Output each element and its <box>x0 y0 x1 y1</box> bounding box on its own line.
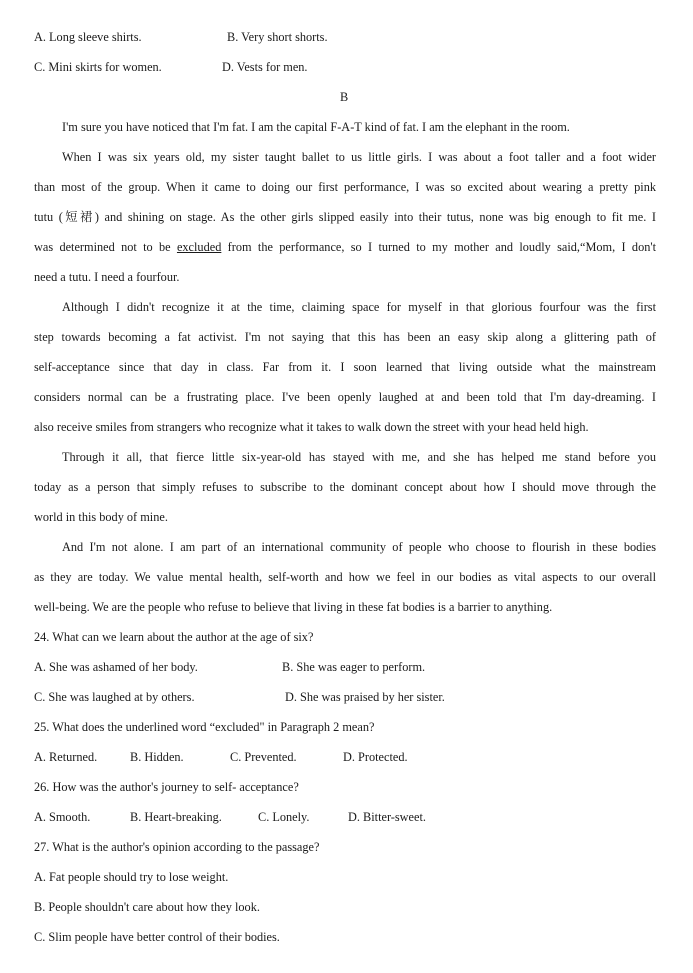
option-b: B. Very short shorts. <box>227 30 328 44</box>
question-26-option-b: B. Heart-breaking. <box>130 810 222 824</box>
paragraph-3-line: considers normal can be a frustrating place. I've been openly laughed at and been told that I'm day-dreaming. I <box>34 390 656 404</box>
question-25-option-a: A. Returned. <box>34 750 98 764</box>
question-25-option-d: D. Protected. <box>343 750 408 764</box>
paragraph-4-line: world in this body of mine. <box>34 510 168 524</box>
option-d: D. Vests for men. <box>222 60 308 74</box>
question-25-stem: 25. What does the underlined word “excluded" in Paragraph 2 mean? <box>34 720 375 734</box>
paragraph-2-line: tutu (短裙) and shining on stage. As the other girls slipped easily into their tutus, none was big enough to fit me. I <box>34 210 656 224</box>
text-segment: was determined not to be <box>34 240 171 254</box>
question-26-option-c: C. Lonely. <box>258 810 310 824</box>
paragraph-5-line: And I'm not alone. I am part of an international community of people who choose to flourish in these bodies <box>62 540 656 554</box>
underlined-word: excluded <box>176 240 222 254</box>
question-27-option-a: A. Fat people should try to lose weight. <box>34 870 229 884</box>
question-26-stem: 26. How was the author's journey to self- acceptance? <box>34 780 299 794</box>
paragraph-4-line: today as a person that simply refuses to subscribe to the dominant concept about how I should move through the <box>34 480 656 494</box>
question-27-option-b: B. People shouldn't care about how they look. <box>34 900 260 914</box>
question-27-stem: 27. What is the author's opinion according to the passage? <box>34 840 320 854</box>
paragraph-3-line: also receive smiles from strangers who recognize what it takes to walk down the street with your head held high. <box>34 420 589 434</box>
option-a: A. Long sleeve shirts. <box>34 30 142 44</box>
text-segment: from the performance, so I turned to my mother and loudly said,“Mom, I don't <box>227 240 656 254</box>
paragraph-3-line: step towards becoming a fat activist. I'm not saying that this has been an easy skip along a glittering path of <box>34 330 656 344</box>
paragraph-2-line: need a tutu. I need a fourfour. <box>34 270 180 284</box>
question-24-stem: 24. What can we learn about the author at the age of six? <box>34 630 314 644</box>
option-c: C. Mini skirts for women. <box>34 60 162 74</box>
question-25-option-c: C. Prevented. <box>230 750 297 764</box>
paragraph-2-line: than most of the group. When it came to doing our first performance, I was so excited about wearing a pretty pink <box>34 180 656 194</box>
paragraph-5-line: well-being. We are the people who refuse to believe that living in these fat bodies is a barrier to anything. <box>34 600 553 614</box>
paragraph-3-line: Although I didn't recognize it at the time, claiming space for myself in that glorious fourfour was the first <box>62 300 656 314</box>
question-24-option-c: C. She was laughed at by others. <box>34 690 195 704</box>
question-27-option-c: C. Slim people have better control of their bodies. <box>34 930 280 944</box>
paragraph-2-line <box>34 239 656 255</box>
question-26-option-d: D. Bitter-sweet. <box>348 810 426 824</box>
paragraph-5-line: as they are today. We value mental health, self-worth and how we feel in our bodies as vital aspects to our overall <box>34 570 656 584</box>
paragraph-3-line: self-acceptance since that day in class. Far from it. I soon learned that living outside what the mainstream <box>34 360 656 374</box>
question-26-option-a: A. Smooth. <box>34 810 91 824</box>
paragraph-1: I'm sure you have noticed that I'm fat. I am the capital F-A-T kind of fat. I am the elephant in the room. <box>62 120 570 134</box>
question-24-option-b: B. She was eager to perform. <box>282 660 426 674</box>
section-heading: B <box>340 90 349 104</box>
question-24-option-a: A. She was ashamed of her body. <box>34 660 198 674</box>
question-25-option-b: B. Hidden. <box>130 750 184 764</box>
question-24-option-d: D. She was praised by her sister. <box>285 690 445 704</box>
paragraph-4-line: Through it all, that fierce little six-year-old has stayed with me, and she has helped me stand before you <box>62 450 656 464</box>
paragraph-2-line: When I was six years old, my sister taught ballet to us little girls. I was about a foot taller and a foot wider <box>62 150 656 164</box>
